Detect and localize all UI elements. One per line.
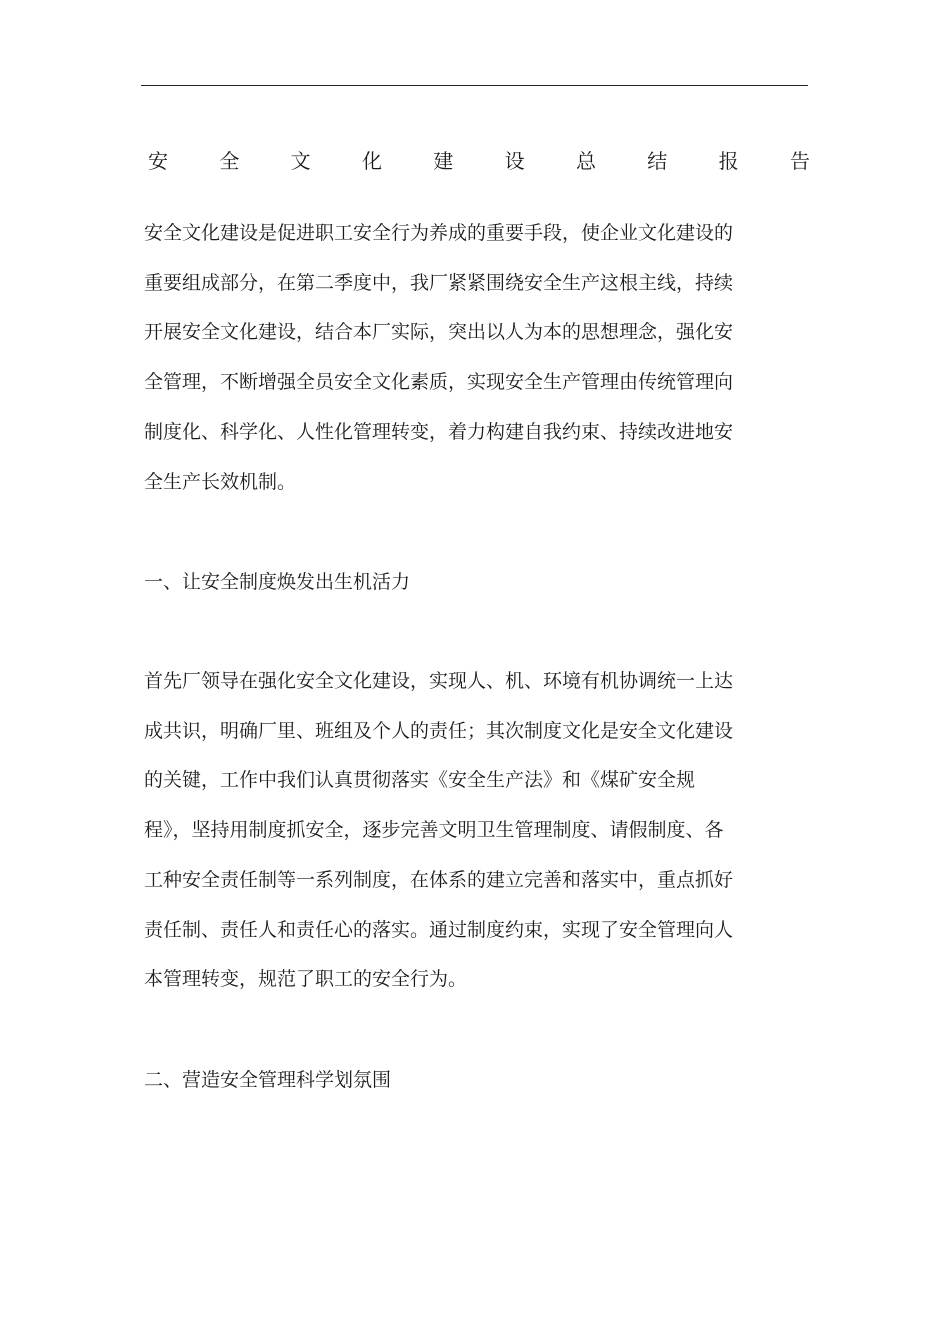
paragraph-line: 首先厂领导在强化安全文化建设，实现人、机、环境有机协调统一上达	[144, 670, 734, 692]
title-char: 设	[504, 149, 525, 173]
title-char: 总	[575, 149, 596, 173]
title-char: 安	[148, 149, 168, 173]
paragraph-line: 安全文化建设是促进职工安全行为养成的重要手段，使企业文化建设的	[144, 222, 734, 244]
title-char: 报	[718, 149, 739, 173]
paragraph-line: 的关键，工作中我们认真贯彻落实《安全生产法》和《煤矿安全规	[144, 769, 696, 792]
paragraph-line: 程》，坚持用制度抓安全，逐步完善文明卫生管理制度、请假制度、各	[144, 819, 724, 842]
paragraph-line: 工种安全责任制等一系列制度，在体系的建立完善和落实中，重点抓好	[144, 868, 734, 891]
title-char: 全	[219, 149, 240, 173]
intro-paragraph	[144, 209, 794, 507]
header-rule	[141, 85, 808, 86]
title-char: 化	[361, 149, 382, 173]
paragraph-line: 全生产长效机制。	[144, 470, 297, 493]
document-title	[148, 146, 810, 176]
section-1-paragraph	[144, 657, 794, 1005]
title-char: 建	[433, 149, 454, 173]
paragraph-line: 本管理转变，规范了职工的安全行为。	[144, 968, 468, 991]
section-1-heading: 一、让安全制度焕发出生机活力	[144, 571, 411, 593]
paragraph-line: 全管理，不断增强全员安全文化素质，实现安全生产管理由传统管理向	[144, 371, 734, 394]
section-2-heading: 二、营造安全管理科学划氛围	[144, 1069, 392, 1091]
paragraph-line: 制度化、科学化、人性化管理转变，着力构建自我约束、持续改进地安	[144, 420, 734, 443]
paragraph-line: 成共识，明确厂里、班组及个人的责任；其次制度文化是安全文化建设	[144, 719, 734, 742]
title-char: 结	[647, 149, 668, 173]
paragraph-line: 责任制、责任人和责任心的落实。通过制度约束，实现了安全管理向人	[144, 918, 734, 941]
title-char: 告	[789, 149, 810, 173]
paragraph-line: 开展安全文化建设，结合本厂实际，突出以人为本的思想理念，强化安	[144, 321, 734, 344]
paragraph-line: 重要组成部分，在第二季度中，我厂紧紧围绕安全生产这根主线，持续	[144, 271, 734, 294]
title-char: 文	[290, 149, 311, 173]
